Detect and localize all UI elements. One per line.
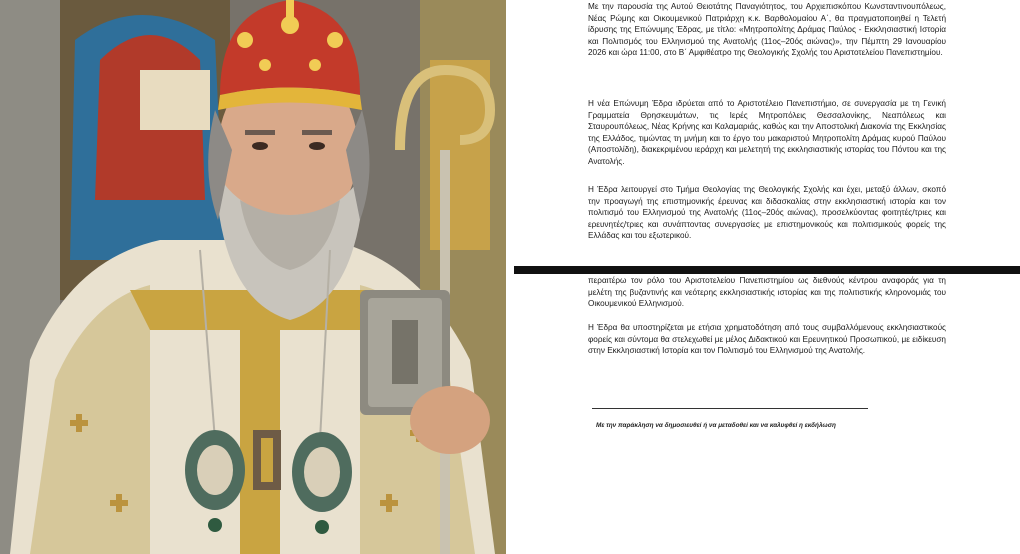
portrait-photo — [0, 0, 506, 554]
portrait-illustration — [0, 0, 506, 554]
publication-request-note: Με την παράκληση να δημοσιευθεί ή να μεταδοθεί και να καλυφθεί η εκδήλωση — [596, 422, 836, 429]
document-page-bottom — [514, 274, 1020, 554]
paragraph-funding: Η Έδρα θα υποστηρίζεται με ετήσια χρηματοδότηση από τους συμβαλλόμενους εκκλησιαστικούς φορείς και σύντομα θα στελεχωθεί με μέλος Διδακτικού και Ερευνητικού Προσωπικού, με ειδίκευση στην Εκκλησιαστική Ιστορία και τον Πολιτισμό του Ελληνισμού της Ανατολής. — [588, 323, 946, 356]
paragraph-chair-founding: Η νέα Επώνυμη Έδρα ιδρύεται από το Αριστοτέλειο Πανεπιστήμιο, σε συνεργασία με τη Γενική Γραμματεία Θρησκευμάτων, τις Ιερές Μητροπόλεις Θεσσαλονίκης, Νεαπόλεως και Σταυρουπόλεως, Νέας Κρήνης και Καλαμαριάς, καθώς και την Αποστολική Διακονία της Εκκλησίας της Ελλάδος, τιμώντας τη μνήμη και το έργο του μακαριστού Μητροπολίτη Δράμας κυρού Παύλου (Αποστολίδη), διακεκριμένου ιεράρχη και μελετητή της εκκλησιαστικής ιστορίας του Πόντου και της Ανατολής. — [588, 99, 946, 166]
paragraph-university-role: περαιτέρω τον ρόλο του Αριστοτελείου Πανεπιστημίου ως διεθνούς κέντρου αναφοράς για τη μελέτη της βυζαντινής και νεότερης εκκλησιαστικής ιστορίας και της πολιτιστικής κληρονομιάς του Οικουμενικού Ελληνισμού. — [588, 276, 946, 309]
paragraph-chair-purpose: Η Έδρα λειτουργεί στο Τμήμα Θεολογίας της Θεολογικής Σχολής και έχει, μεταξύ άλλων, σκοπό την προαγωγή της επιστημονικής έρευνας και διδασκαλίας στην εκκλησιαστική ιστορία και τον πολιτισμό του Ελληνισμού της Ανατολής (11ος–20ός αιώνας), προσελκύοντας φοιτητές/τριες και ερευνητές/τριες και συνάπτοντας συνεργασίες με επιστημονικούς και πολιτισμικούς φορείς της Ελλάδας και του εξωτερικού. — [588, 185, 946, 241]
signature-rule — [592, 408, 868, 409]
horizontal-divider — [514, 266, 1020, 274]
paragraph-ceremony-announcement: Με την παρουσία της Αυτού Θειοτάτης Παναγιότητος, του Αρχιεπισκόπου Κωνσταντινουπόλεως, Νέας Ρώμης και Οικουμενικού Πατριάρχη κ.κ. Βαρθολομαίου Α΄, θα πραγματοποιηθεί η Τελετή ίδρυσης της Επώνυμης Έδρας, με τίτλο: «Μητροπολίτης Δράμας Παύλος - Εκκλησιαστική Ιστορία και Πολιτισμός του Ελληνισμού της Ανατολής (11ος–20ός αιώνας)», την Πέμπτη 29 Ιανουαρίου 2026 και ώρα 11:00, στο Β΄ Αμφιθέατρο της Θεολογικής Σχολής του Αριστοτελείου Πανεπιστημίου. — [588, 2, 946, 58]
vertical-divider — [506, 0, 514, 554]
document-page-top — [514, 0, 1020, 266]
